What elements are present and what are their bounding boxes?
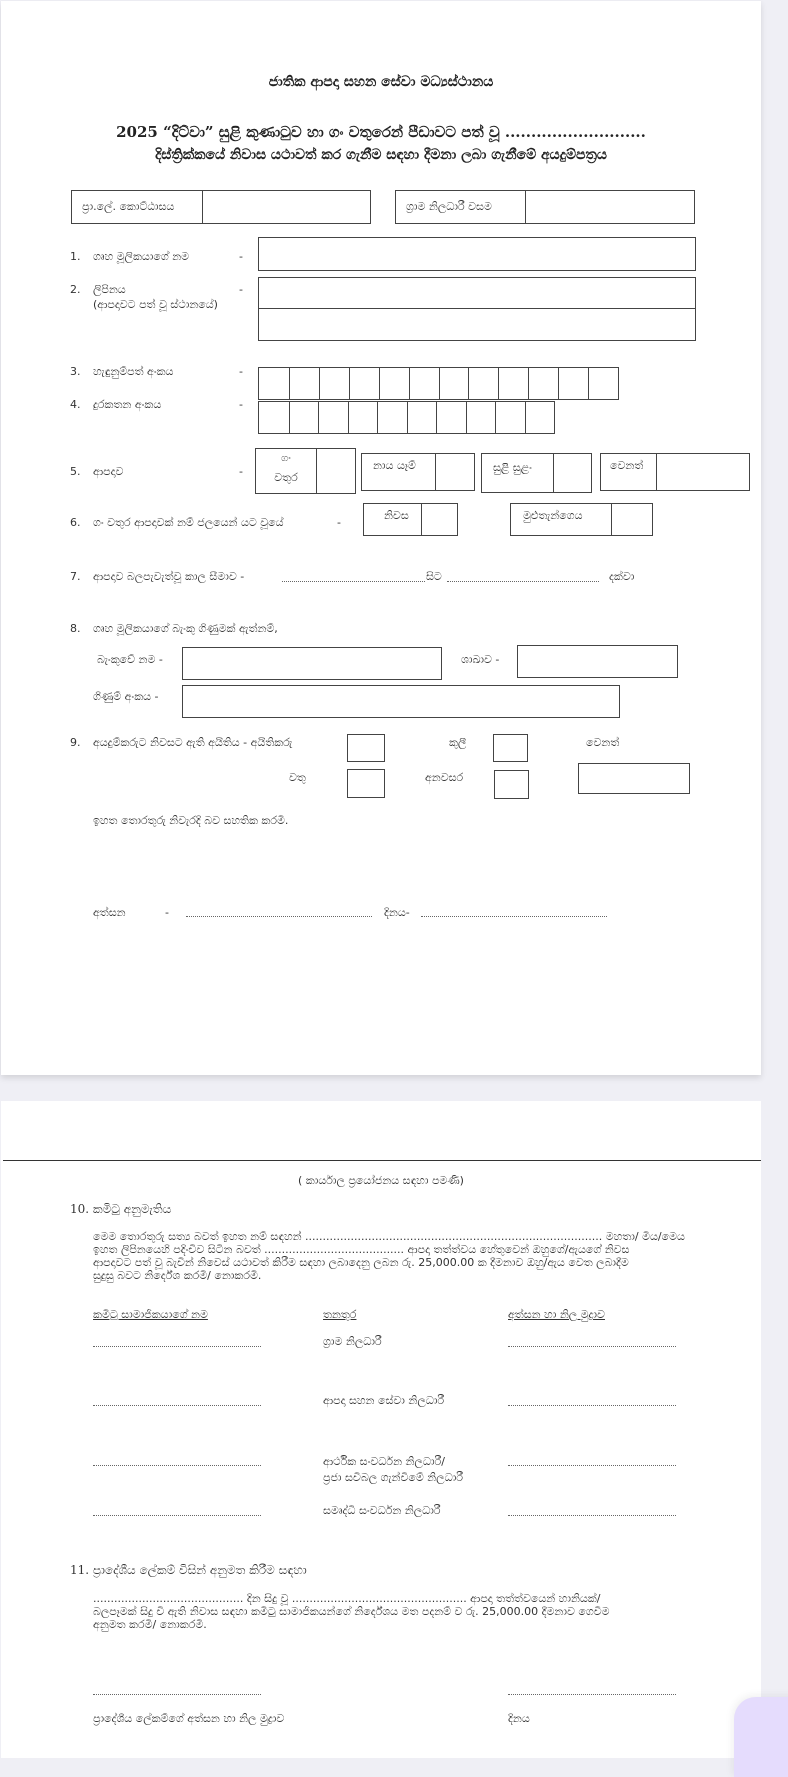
q9-number: 9. [70, 736, 81, 749]
section-11-title: 11. ප්‍රාදේශීය ලේකම් විසින් අනුමත කිරීම සඳහා [70, 1563, 307, 1577]
ownership-unauthorized-checkbox[interactable] [494, 770, 529, 799]
kitchen-label: මුළුතැන්ගෙය [523, 509, 583, 522]
q8-number: 8. [70, 622, 81, 635]
declaration-text: ඉහත තොරතුරු නිවැරදි බව සහතික කරමි. [93, 814, 289, 827]
q4-dash: - [239, 398, 243, 411]
digit-cell-divider [436, 402, 437, 433]
s10-line-3: ආපදාවට පත් වූ බැවින් නිවෙස් යථාවත් කිරීම සඳහා ලබාදෙනු ලබන රු. 25,000.00 ක දීමනාව ඔහු/ඇය වෙත ලබාදීම [93, 1256, 629, 1269]
q2-dash: - [239, 283, 243, 296]
gn-division-label: ග්‍රාම නිලධාරී වසම [406, 200, 492, 213]
q9-label: අයදුම්කරුට නිවසට ඇති අයිතිය - අයිතිකරු [93, 736, 293, 749]
q7-number: 7. [70, 570, 81, 583]
bank-name-input[interactable] [182, 647, 442, 680]
to-label: දක්වා [609, 570, 635, 583]
digit-cell-divider [289, 402, 290, 433]
member-signature-input[interactable] [508, 1515, 676, 1516]
member-name-input[interactable] [93, 1346, 261, 1347]
role-gn-officer: ග්‍රාම නිලධාරී [323, 1335, 382, 1348]
q8-label: ගෘහ මූලිකයාගේ බැංකු ගිණුමක් ඇත්නම්, [93, 622, 278, 635]
q2-sublabel: (ආපදාවට පත් වූ ස්ථානයේ) [93, 298, 218, 311]
q2-label: ලිපිනය [93, 283, 126, 296]
ds-signature-input[interactable] [93, 1694, 261, 1695]
digit-cell-divider [319, 368, 320, 399]
q4-label: දුරකතන අංකය [93, 398, 162, 411]
form-title-line-1: 2025 “දිට්වා” සුළි කුණාටුව හා ගං වතුරෙන් පීඩාවට පත් වූ ........................... [116, 123, 646, 141]
digit-cell-divider [466, 402, 467, 433]
section-10-title: 10. කමිටු අනුමැතිය [70, 1202, 172, 1216]
q5-dash: - [239, 465, 243, 478]
q4-number: 4. [70, 398, 81, 411]
gn-division-field[interactable] [395, 190, 695, 224]
digit-cell-divider [558, 368, 559, 399]
rent-label: කුලී [449, 736, 467, 749]
role-economic-dev-officer: ආර්ථික සංවර්ධන නිලධාරී/ [323, 1455, 445, 1468]
header-designation: තනතුර [323, 1308, 357, 1321]
disaster-option-landslide[interactable] [361, 453, 475, 491]
address-input-line-2[interactable] [258, 308, 696, 341]
role-disaster-relief-officer: ආපදා සහන සේවා නිලධාරී [323, 1394, 445, 1407]
from-label: සිට [426, 570, 442, 583]
role-community-empowerment-officer: ප්‍රජා සවිබල ගැන්වීමේ නිලධාරී [323, 1471, 463, 1484]
ds-date-label: දිනය [508, 1712, 530, 1725]
s11-line-3: අනුමත කරමි/ නොකරමි. [93, 1618, 207, 1631]
q3-label: හැඳුනුම්පත් අංකය [93, 365, 174, 378]
org-title: ජාතික ආපදා සහන සේවා මධ්‍යස්ථානය [268, 74, 494, 90]
s10-line-4: සුදුසු බවට නිර්දේශ කරමි/ නොකරමි. [93, 1269, 262, 1282]
unauthorized-label: අනවසර [425, 771, 464, 784]
header-signature-seal: අත්සන හා නිල මුද්‍රාව [508, 1308, 605, 1321]
digit-cell-divider [498, 368, 499, 399]
digit-cell-divider [379, 368, 380, 399]
q6-label: ගං වතුර ආපදාවක් නම් ජලයෙන් යට වූයේ [93, 516, 284, 529]
address-input-line-1[interactable] [258, 277, 696, 310]
digit-cell-divider [588, 368, 589, 399]
period-to-input[interactable] [447, 581, 599, 582]
ownership-rent-checkbox[interactable] [493, 734, 528, 762]
q1-dash: - [239, 250, 243, 263]
s11-line-1: ........................................... දින සිදු වූ .................................................. ආපදා තත්ත්වයෙන් හානියක්/ [93, 1592, 601, 1605]
disaster-option-other[interactable] [600, 453, 750, 491]
ds-date-input[interactable] [508, 1694, 676, 1695]
other-ownership-label: වෙනත් [586, 736, 620, 749]
form-page-2 [1, 1101, 761, 1758]
header-member-name: කමිටු සාමාජිකයාගේ නම [93, 1308, 208, 1321]
ds-division-field[interactable] [71, 190, 371, 224]
digit-cell-divider [409, 368, 410, 399]
ownership-owner-checkbox[interactable] [347, 734, 385, 762]
ds-division-label: ප්‍රා.ලේ. කොට්ඨාසය [82, 200, 175, 213]
nic-number-input[interactable] [258, 367, 619, 400]
cyclone-label: සුළි සුළං [493, 461, 532, 474]
disaster-option-flood[interactable] [255, 448, 356, 494]
flood-label-1: ගං [281, 453, 291, 464]
account-number-label: ගිණුම් අංකය - [93, 690, 159, 703]
flood-label-2: වතුර [274, 471, 298, 484]
q3-number: 3. [70, 365, 81, 378]
q2-number: 2. [70, 283, 81, 296]
digit-cell-divider [439, 368, 440, 399]
bank-name-label: බැංකුවේ නම - [97, 653, 163, 666]
digit-cell-divider [349, 368, 350, 399]
digit-cell-divider [377, 402, 378, 433]
digit-cell-divider [348, 402, 349, 433]
other-disaster-label: වෙනත් [610, 459, 644, 472]
floating-action-button[interactable] [734, 1697, 788, 1777]
digit-cell-divider [289, 368, 290, 399]
q1-label: ගෘහ මූලිකයාගේ නම [93, 250, 190, 263]
ownership-other-input[interactable] [578, 763, 690, 794]
s11-line-2: බලපෑමක් සිදු වී ඇති නිවාස සඳහා කමිටු සාමාජිකයන්ගේ නිර්දේශය මත පදනම් ව රු. 25,000.00 දීමනාව ගෙවීම [93, 1605, 610, 1618]
s10-line-2: ඉහත ලිපිනයෙහි පදිංචිව සිටින බවත් ........................................ ආපදා තත්ත්වය හේතුවෙන් ඔහුගේ/ඇයගේ නිවස [93, 1243, 630, 1256]
date-label: දිනය- [384, 906, 410, 919]
q7-label: ආපදාව බලපැවැත්වූ කාල සීමාව - [93, 570, 245, 583]
signature-input[interactable] [186, 916, 372, 917]
signature-label: අත්සන [93, 906, 126, 919]
s10-line-1: මෙම තොරතුරු සත්‍ය බවත් ඉහත නම් සඳහන් ..................................................................................... මහතා/ මිය/මෙය [93, 1230, 685, 1243]
signature-dash: - [165, 906, 169, 919]
member-signature-input[interactable] [508, 1465, 676, 1466]
digit-cell-divider [528, 368, 529, 399]
member-name-input[interactable] [93, 1515, 261, 1516]
section-11-paragraph [93, 1592, 699, 1631]
member-signature-input[interactable] [508, 1346, 676, 1347]
section-10-paragraph [93, 1230, 699, 1282]
digit-cell-divider [407, 402, 408, 433]
branch-input[interactable] [517, 645, 678, 678]
estate-label: වතු [289, 771, 306, 784]
digit-cell-divider [318, 402, 319, 433]
q1-number: 1. [70, 250, 81, 263]
disaster-option-cyclone[interactable] [481, 453, 592, 493]
phone-number-input[interactable] [258, 401, 555, 434]
landslide-label: නාය යෑම් [373, 459, 416, 472]
account-number-input[interactable] [182, 685, 620, 718]
q5-number: 5. [70, 465, 81, 478]
householder-name-input[interactable] [258, 237, 696, 271]
flooded-option-kitchen[interactable] [510, 503, 653, 536]
ownership-estate-checkbox[interactable] [347, 769, 385, 798]
q3-dash: - [239, 365, 243, 378]
branch-label: ශාඛාව - [461, 653, 500, 666]
member-signature-input[interactable] [508, 1405, 676, 1406]
member-name-input[interactable] [93, 1465, 261, 1466]
q5-label: ආපදාව [93, 465, 124, 478]
date-input[interactable] [421, 916, 607, 917]
member-name-input[interactable] [93, 1405, 261, 1406]
office-use-caption: ( කාර්යාල ප්‍රයෝජනය සඳහා පමණි) [298, 1174, 464, 1187]
q6-number: 6. [70, 516, 81, 529]
office-use-divider [3, 1160, 761, 1161]
digit-cell-divider [468, 368, 469, 399]
q6-dash: - [337, 516, 341, 529]
digit-cell-divider [525, 402, 526, 433]
house-label: නිවස [384, 509, 409, 522]
form-page-1 [1, 1, 761, 1075]
ds-signature-label: ප්‍රාදේශීය ලේකම්ගේ අත්සන හා නිල මුද්‍රාව [93, 1712, 285, 1725]
form-title-line-2: දිස්ත්‍රික්කයේ නිවාස යථාවත් කර ගැනීම සඳහා දීමනා ලබා ගැනීමේ අයදුම්පත්‍රය [155, 147, 607, 163]
digit-cell-divider [495, 402, 496, 433]
role-samurdhi-officer: සමෘද්ධි සංවර්ධන නිලධාරී [323, 1504, 441, 1517]
period-from-input[interactable] [282, 581, 425, 582]
flooded-option-house[interactable] [363, 503, 458, 536]
